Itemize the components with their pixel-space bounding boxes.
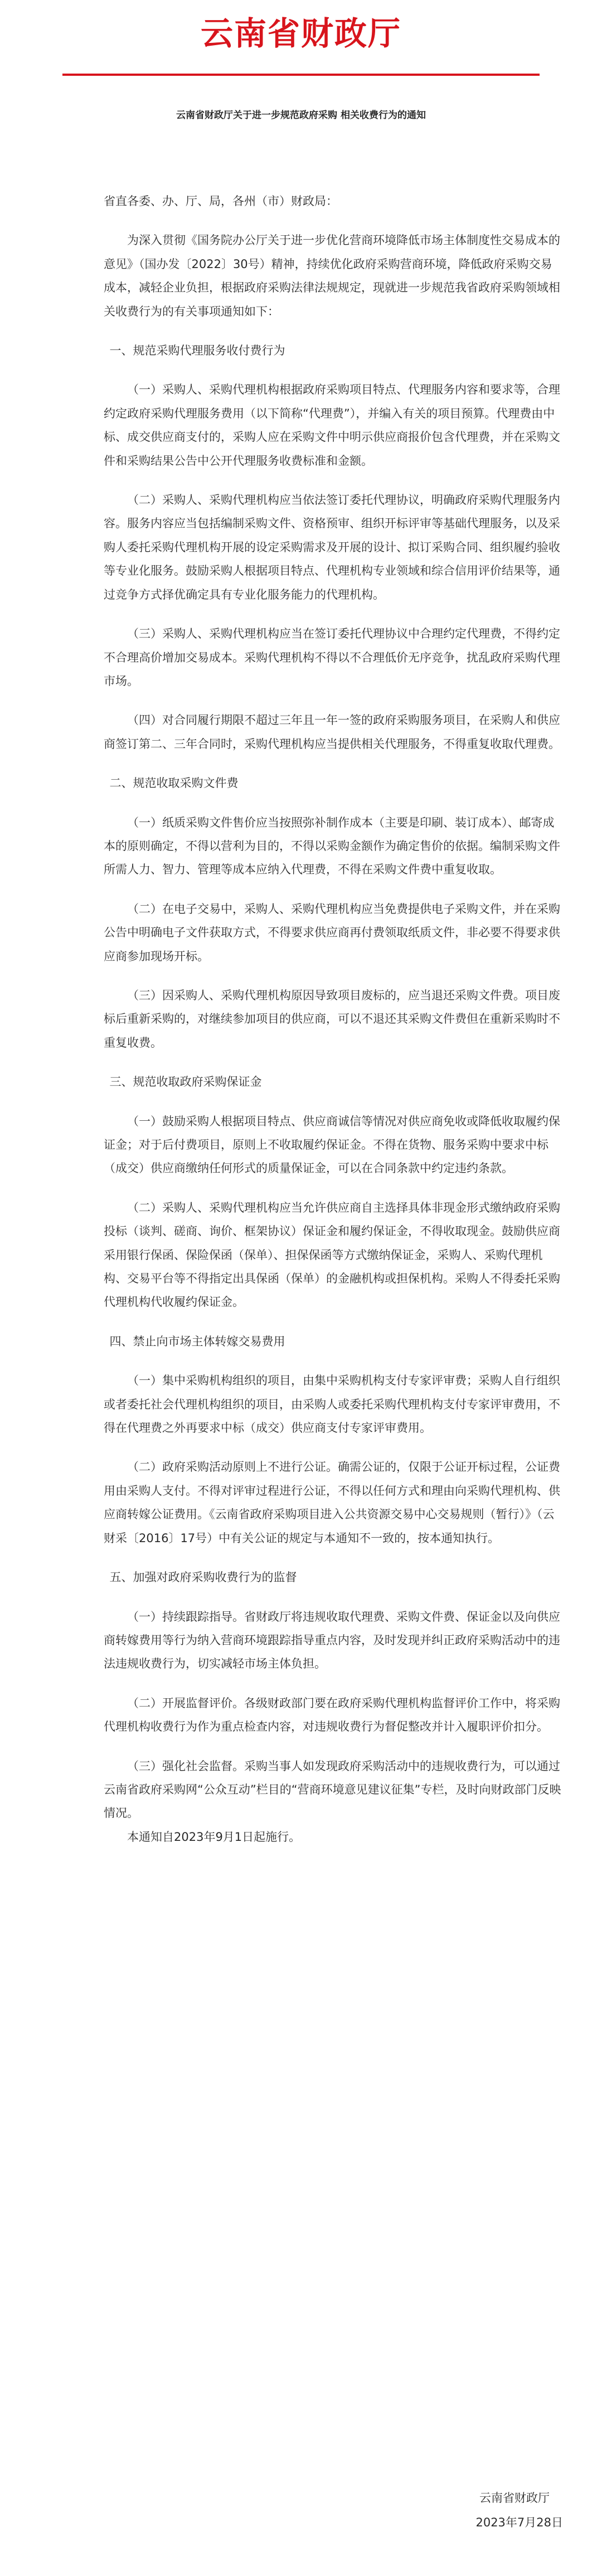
notice-body <box>104 189 563 1849</box>
signature-block <box>475 2486 563 2535</box>
spacer <box>104 1739 563 1754</box>
spacer <box>104 473 563 488</box>
red-divider-rule <box>62 74 540 76</box>
salutation: 省直各委、办、厅、局，各州（市）财政局： <box>104 195 338 208</box>
spacer <box>104 1550 563 1566</box>
body-paragraph: （一）持续跟踪指导。省财政厅将违规收取代理费、采购文件费、保证金以及向供应商转嫁费用等行为纳入营商环境跟踪指导重点内容，及时发现并纠正政府采购活动中的违法违规收费行为，切实减轻市场主体负担。 <box>104 1610 560 1671</box>
spacer <box>104 1054 563 1070</box>
body-paragraph: （三）因采购人、采购代理机构原因导致项目废标的，应当退还采购文件费。项目废标后重新采购的，对继续参加项目的供应商，可以不退还其采购文件费但在重新采购时不重复收费。 <box>104 988 560 1049</box>
spacer <box>104 882 563 897</box>
spacer <box>104 606 563 622</box>
spacer <box>104 1440 563 1455</box>
spacer <box>104 693 563 708</box>
spacer <box>104 1314 563 1330</box>
body-paragraph: （三）采购人、采购代理机构应当在签订委托代理协议中合理约定代理费，不得约定不合理高价增加交易成本。采购代理机构不得以不合理低价无序竞争，扰乱政府采购代理市场。 <box>104 627 560 688</box>
spacer <box>104 1353 563 1369</box>
masthead <box>0 0 602 76</box>
notice-title: 云南省财政厅关于进一步规范政府采购 相关收费行为的通知 <box>176 110 426 121</box>
spacer <box>104 1590 563 1605</box>
body-paragraph: （一）鼓励采购人根据项目特点、供应商诚信等情况对供应商免收或降低收取履约保证金；对于后付费项目，原则上不收取履约保证金。不得在货物、服务采购中要求中标（成交）供应商缴纳任何形式的质量保证金，可以在合同条款中约定违约条款。 <box>104 1114 560 1175</box>
intro-paragraph: 为深入贯彻《国务院办公厅关于进一步优化营商环境降低市场主体制度性交易成本的意见》（国办发〔2022〕30号）精神，持续优化政府采购营商环境，降低政府采购交易成本，减轻企业负担，根据政府采购法律法规规定，现就进一步规范我省政府采购领域相关收费行为的有关事项通知如下： <box>104 234 560 318</box>
effective-date-line: 本通知自2023年9月1日起施行。 <box>127 1830 301 1844</box>
body-paragraph: （一）纸质采购文件售价应当按照弥补制作成本（主要是印刷、装订成本）、邮寄成本的原则确定，不得以营利为目的，不得以采购金额作为确定售价的依据。编制采购文件所需人力、智力、管理等成本应纳入代理费，不得在采购文件费中重复收取。 <box>104 815 560 877</box>
section-heading: 一、规范采购代理服务收付费行为 <box>109 344 285 358</box>
section-heading: 二、规范收取采购文件费 <box>109 776 239 790</box>
masthead-title: 云南省财政厅 <box>200 14 401 52</box>
section-heading: 五、加强对政府采购收费行为的监督 <box>109 1571 297 1585</box>
spacer <box>104 1180 563 1196</box>
body-paragraph: （二）采购人、采购代理机构应当允许供应商自主选择具体非现金形式缴纳政府采购投标（谈判、磋商、询价、框架协议）保证金和履约保证金，不得收取现金。鼓励供应商采用银行保函、保险保函（保单）、担保保函等方式缴纳保证金，采购人、采购代理机构、交易平台等不得指定出具保函（保单）的金融机构或担保机构。采购人不得委托采购代理机构代收履约保证金。 <box>104 1200 560 1309</box>
spacer <box>104 968 563 984</box>
spacer <box>104 1676 563 1692</box>
issue-date: 2023年7月28日 <box>475 2516 563 2529</box>
body-paragraph: （四）对合同履行期限不超过三年且一年一签的政府采购服务项目，在采购人和供应商签订第二、三年合同时，采购代理机构应当提供相关代理服务，不得重复收取代理费。 <box>104 713 560 751</box>
spacer <box>104 1094 563 1110</box>
spacer <box>104 323 563 339</box>
spacer <box>104 213 563 229</box>
spacer <box>104 795 563 811</box>
section-heading: 三、规范收取政府采购保证金 <box>109 1075 262 1089</box>
issuer-name: 云南省财政厅 <box>479 2491 550 2505</box>
body-paragraph: （三）强化社会监督。采购当事人如发现政府采购活动中的违规收费行为，可以通过云南省政府采购网“公众互动”栏目的“营商环境意见建议征集”专栏，及时向财政部门反映情况。 <box>104 1759 561 1820</box>
body-paragraph: （二）政府采购活动原则上不进行公证。确需公证的，仅限于公证开标过程，公证费用由采购人支付。不得对评审过程进行公证，不得以任何方式和理由向采购代理机构、供应商转嫁公证费用。《云南省政府采购项目进入公共资源交易中心交易规则（暂行）》（云财采〔2016〕17号）中有关公证的规定与本通知不一致的，按本通知执行。 <box>104 1460 560 1545</box>
section-heading: 四、禁止向市场主体转嫁交易费用 <box>109 1334 285 1348</box>
body-paragraph: （一）集中采购机构组织的项目，由集中采购机构支付专家评审费；采购人自行组织或者委托社会代理机构组织的项目，由采购人或委托采购代理机构支付专家评审费用，不得在代理费之外再要求中标（成交）供应商支付专家评审费用。 <box>104 1374 560 1435</box>
body-paragraph: （二）开展监督评价。各级财政部门要在政府采购代理机构监督评价工作中，将采购代理机构收费行为作为重点检查内容，对违规收费行为督促整改并计入履职评价扣分。 <box>104 1696 560 1734</box>
body-paragraph: （二）在电子交易中，采购人、采购代理机构应当免费提供电子采购文件，并在采购公告中明确电子文件获取方式，不得要求供应商再付费领取纸质文件，非必要不得要求供应商参加现场开标。 <box>104 902 560 963</box>
spacer <box>104 362 563 378</box>
spacer <box>104 756 563 771</box>
body-paragraph: （一）采购人、采购代理机构根据政府采购项目特点、代理服务内容和要求等，合理约定政府采购代理服务费用（以下简称“代理费”），并编入有关的项目预算。代理费由中标、成交供应商支付的，采购人应在采购文件中明示供应商报价包含代理费，并在采购文件和采购结果公告中公开代理服务收费标准和金额。 <box>104 383 560 468</box>
body-paragraph: （二）采购人、采购代理机构应当依法签订委托代理协议，明确政府采购代理服务内容。服务内容应当包括编制采购文件、资格预审、组织开标评审等基础代理服务，以及采购人委托采购代理机构开展的设定采购需求及开展的设计、拟订采购合同、组织履约验收等专业化服务。鼓励采购人根据项目特点、代理机构专业领域和综合信用评价结果等，通过竞争方式择优确定具有专业化服务能力的代理机构。 <box>104 493 560 601</box>
